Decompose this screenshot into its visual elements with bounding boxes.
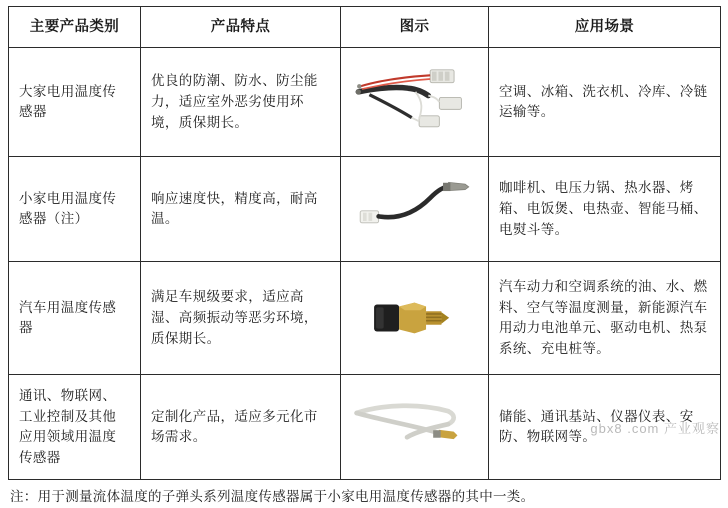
watermark-text: gbx8 .com 产业观察 (590, 421, 720, 436)
cell-application: 储能、通讯基站、仪器仪表、安防、物联网等。 (489, 375, 721, 480)
cell-feature: 定制化产品，适应多元化市场需求。 (141, 375, 341, 480)
column-header-category: 主要产品类别 (9, 7, 141, 48)
cell-feature: 优良的防潮、防水、防尘能力，适应室外恶劣使用环境，质保期长。 (141, 48, 341, 157)
bullet-probe-temperature-sensor-graphic (351, 171, 478, 247)
table-row (9, 262, 721, 375)
product-category-table (8, 6, 721, 480)
column-header-image: 图示 (341, 7, 489, 48)
cell-image (341, 375, 489, 480)
table-row (9, 157, 721, 262)
column-header-application: 应用场景 (489, 7, 721, 48)
cell-image (341, 262, 489, 375)
table-row (9, 48, 721, 157)
bullet-probe-temperature-sensor-photo (351, 165, 478, 253)
cell-category: 通讯、物联网、工业控制及其他应用领域用温度传感器 (9, 375, 141, 480)
cell-image (341, 48, 489, 157)
cell-category: 大家电用温度传感器 (9, 48, 141, 157)
cell-feature: 满足车规级要求，适应高湿、高频振动等恶劣环境，质保期长。 (141, 262, 341, 375)
cell-category: 小家电用温度传感器（注） (9, 157, 141, 262)
cell-category: 汽车用温度传感器 (9, 262, 141, 375)
cell-feature: 响应速度快，精度高，耐高温。 (141, 157, 341, 262)
automotive-brass-temperature-sensor-graphic (351, 284, 478, 352)
table-header-row (9, 7, 721, 48)
table-row (9, 375, 721, 480)
cell-application: 汽车动力和空调系统的油、水、燃料、空气等温度测量，新能源汽车用动力电池单元、驱动电机、热泵系统、充电桩等。 (489, 262, 721, 375)
wire-harness-temperature-sensor-photo (351, 56, 478, 148)
table-footnote: 注：用于测量流体温度的子弹头系列温度传感器属于小家电用温度传感器的其中一类。 (10, 489, 535, 505)
cell-application: 咖啡机、电压力锅、热水器、烤箱、电饭煲、电热壶、智能马桶、电熨斗等。 (489, 157, 721, 262)
automotive-brass-temperature-sensor-photo (351, 270, 478, 366)
cell-image (341, 157, 489, 262)
cable-type-temperature-sensor-graphic (351, 396, 478, 458)
cable-type-temperature-sensor-photo (351, 383, 478, 471)
column-header-feature: 产品特点 (141, 7, 341, 48)
wire-harness-temperature-sensor-graphic (351, 61, 478, 143)
cell-application: 空调、冰箱、洗衣机、冷库、冷链运输等。 (489, 48, 721, 157)
